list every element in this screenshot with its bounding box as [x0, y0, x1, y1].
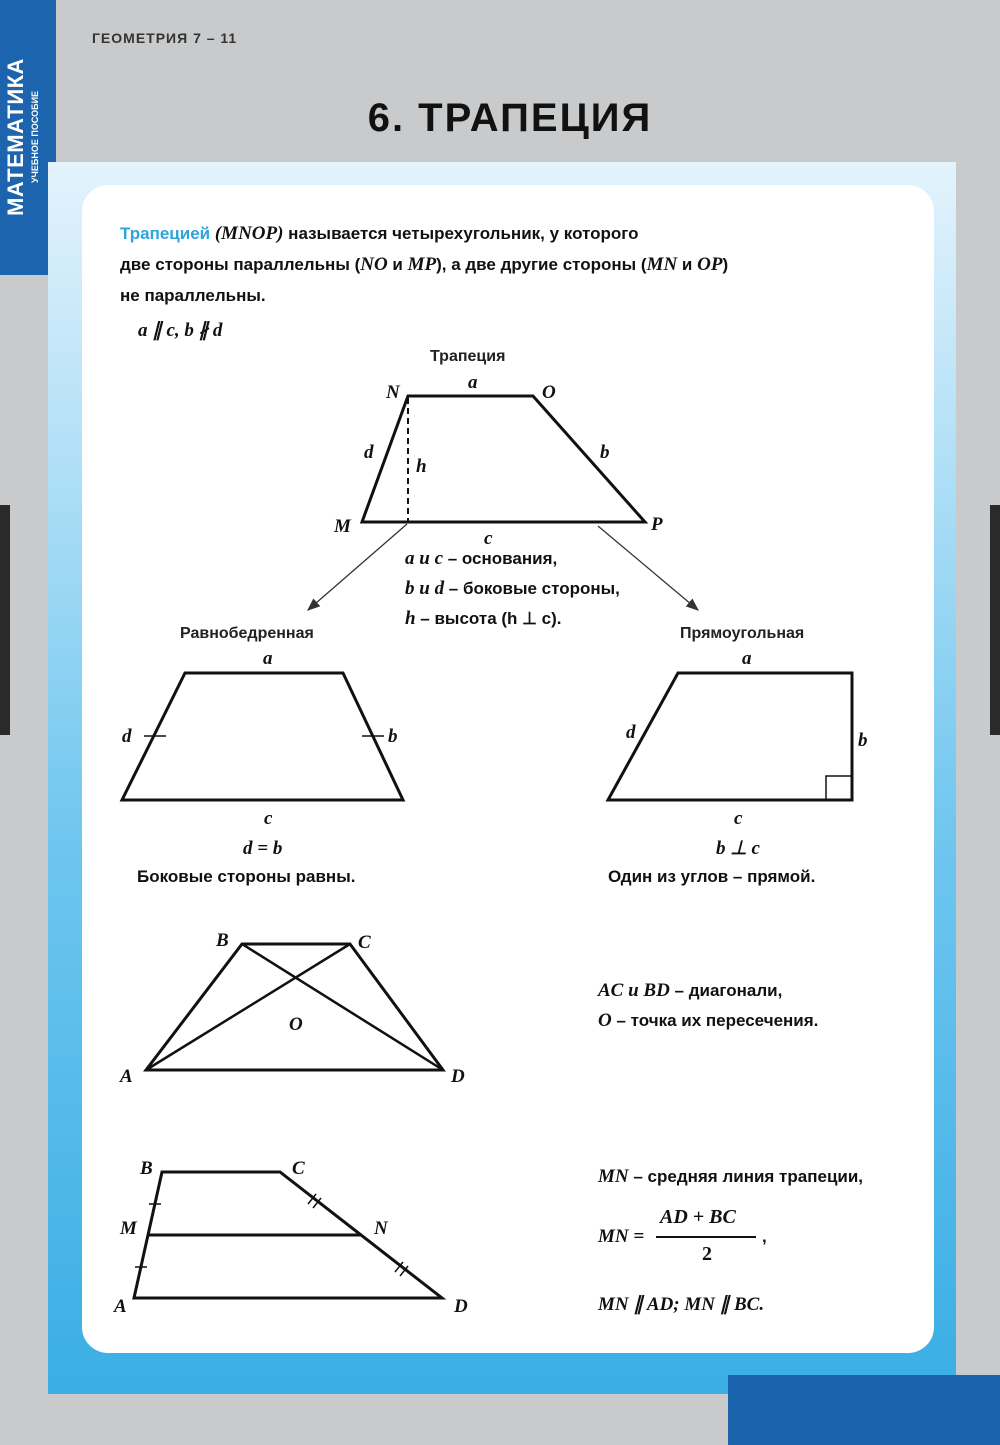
isosceles-side-b: b: [388, 726, 398, 747]
diag-vertex-C: C: [358, 932, 371, 953]
diag-vertex-B: B: [216, 930, 229, 951]
diagonal-BD: [242, 944, 443, 1070]
right-angle-mark: [826, 776, 852, 800]
mid-point-N: N: [374, 1218, 388, 1239]
diagonals-line-2: O – точка их пересечения.: [598, 1010, 819, 1031]
isosceles-title: Равнобедренная: [180, 625, 314, 642]
isosceles-side-d: d: [122, 726, 132, 747]
vertex-O: O: [542, 382, 556, 403]
vertex-P: P: [651, 514, 663, 535]
diagonals-trapezoid: [146, 944, 443, 1070]
subject-subtitle: УЧЕБНОЕ ПОСОБИЕ: [30, 90, 40, 184]
mid-point-M: M: [120, 1218, 137, 1239]
mid-vertex-C: C: [292, 1158, 305, 1179]
vertex-N: N: [386, 382, 400, 403]
side-c-label: c: [484, 528, 493, 549]
diag-vertex-D: D: [451, 1066, 465, 1087]
arrow-to-right-trapezoid: [598, 526, 698, 610]
side-a-label: a: [468, 372, 478, 393]
main-figure-title: Трапеция: [430, 348, 506, 365]
mid-vertex-D: D: [454, 1296, 468, 1317]
mid-vertex-B: B: [140, 1158, 153, 1179]
midline-line-1: MN – средняя линия трапеции,: [598, 1166, 864, 1187]
subject-label: МАТЕМАТИКА: [3, 58, 28, 216]
right-trapezoid-caption: Один из углов – прямой.: [608, 867, 816, 886]
midline-formula-denominator: 2: [702, 1243, 712, 1265]
legend-line-2: b и d – боковые стороны,: [405, 578, 620, 599]
legend-line-3: h – высота (h ⊥ c).: [405, 608, 562, 629]
side-b-label: b: [600, 442, 610, 463]
isosceles-side-a: a: [263, 648, 273, 669]
isosceles-side-c: c: [264, 808, 273, 829]
midline-formula-comma: ,: [762, 1227, 767, 1246]
legend-line-1: a и c – основания,: [405, 548, 558, 569]
definition-text: Трапецией (MNOP) называется четырехугольник, у которого две стороны параллельны (NO и MP), а две другие стороны (MN и OP) не параллельны.: [120, 223, 729, 305]
definition-name: (MNOP): [214, 223, 284, 244]
arrow-to-isosceles: [308, 524, 407, 610]
right-side-c: c: [734, 808, 743, 829]
diag-vertex-A: A: [120, 1066, 133, 1087]
series-label: ГЕОМЕТРИЯ 7 – 11: [92, 30, 238, 46]
diag-point-O: O: [289, 1014, 303, 1035]
diagonal-AC: [146, 944, 350, 1070]
right-trapezoid: [608, 673, 852, 800]
midline-formula-lhs: MN =: [598, 1226, 645, 1247]
right-side-d: d: [626, 722, 636, 743]
side-d-label: d: [364, 442, 374, 463]
isosceles-formula: d = b: [243, 838, 283, 859]
right-side-b: b: [858, 730, 868, 751]
definition-term: Трапецией: [120, 224, 211, 243]
height-label: h: [416, 456, 427, 477]
right-trapezoid-formula: b ⊥ c: [716, 838, 760, 859]
right-trapezoid-title: Прямоугольная: [680, 625, 805, 642]
isosceles-caption: Боковые стороны равны.: [137, 867, 356, 886]
page-title: 6. ТРАПЕЦИЯ: [367, 96, 653, 140]
midline-formula-numerator: AD + BC: [660, 1206, 736, 1228]
right-side-a: a: [742, 648, 752, 669]
parallel-relation: a ∥ c, b ∦ d: [138, 320, 223, 341]
diagonals-line-1: AC и BD – диагонали,: [598, 980, 783, 1001]
midline-parallel: MN ∥ AD; MN ∥ BC.: [598, 1294, 765, 1315]
vertex-M: M: [334, 516, 351, 537]
mid-vertex-A: A: [114, 1296, 127, 1317]
